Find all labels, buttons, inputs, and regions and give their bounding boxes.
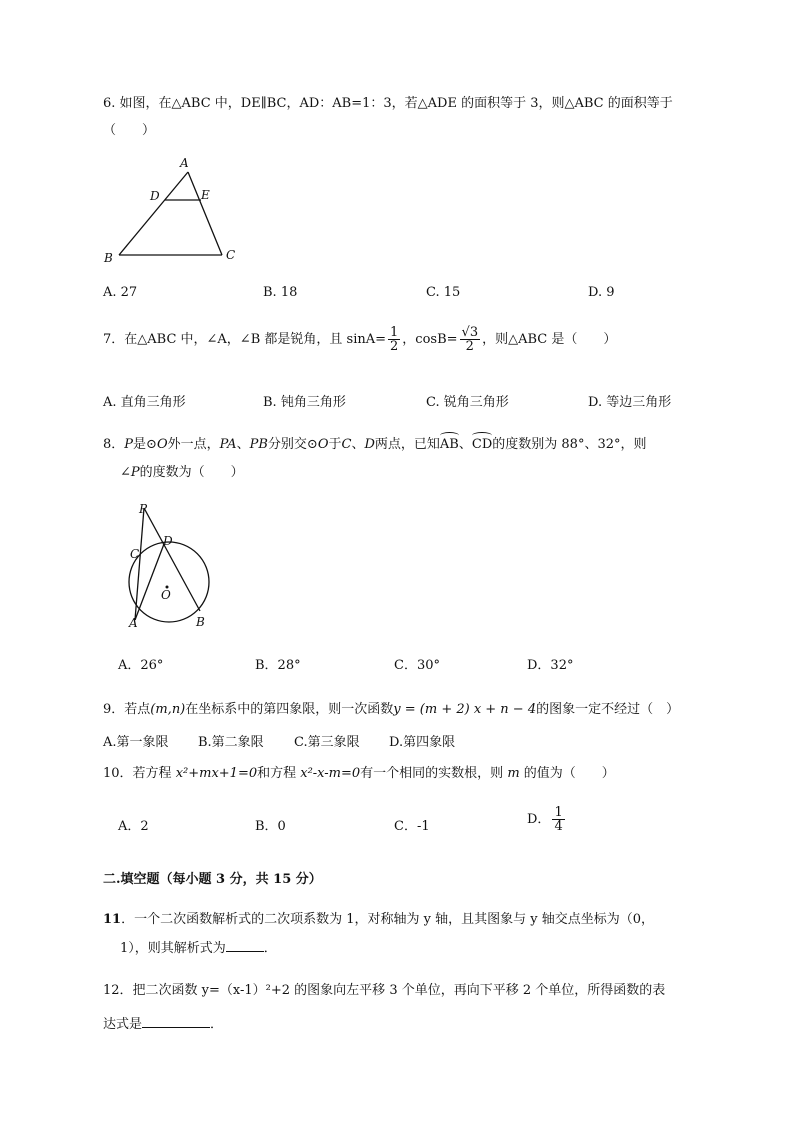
q10-option-d xyxy=(527,806,567,833)
q8-text-e: 于 xyxy=(328,437,342,452)
q6-option-c: C. 15 xyxy=(426,285,461,300)
q11-number: 11 xyxy=(103,912,122,927)
q11-text-line1 xyxy=(103,908,654,927)
q8-sep3: 、 xyxy=(458,437,472,452)
q7-cosb-numerator: √3 xyxy=(461,325,479,340)
q9-option-c: C.第三象限 xyxy=(294,735,360,750)
q10-option-d-numerator: 1 xyxy=(554,805,563,820)
q11-answer-blank[interactable] xyxy=(226,939,264,952)
q7-suffix: ，则△ABC 是（ ） xyxy=(482,332,617,347)
q6-text-line1: 6. 如图，在△ABC 中，DE∥BC，AD：AB=1：3，若△ADE 的面积等于 3，则△ABC 的面积等于 xyxy=(103,96,673,111)
q8-var-o: O xyxy=(156,437,168,452)
q10-text-b: 和方程 xyxy=(257,766,301,781)
q7-sina-fraction xyxy=(388,326,400,353)
q8-text-line2 xyxy=(120,461,244,480)
q8-var-p2: P xyxy=(130,465,140,480)
q12-text-line1: 12．把二次函数 y=（x-1）²+2 的图象向左平移 3 个单位，再向下平移 2 个单位，所得函数的表 xyxy=(103,983,666,998)
q11-line1-text: ．一个二次函数解析式的二次项系数为 1，对称轴为 y 轴，且其图象与 y 轴交点坐标为（0， xyxy=(121,912,654,927)
q10-var-m: m xyxy=(507,766,520,781)
q10-option-d-label: D． xyxy=(527,812,551,827)
q8-arc-ab: AB xyxy=(439,437,459,452)
q9-option-b: B.第二象限 xyxy=(198,735,264,750)
q7-stem xyxy=(103,326,616,353)
q10-option-b: B．0 xyxy=(255,819,286,834)
q12-text-line2 xyxy=(103,1013,223,1032)
q7-option-c: C. 锐角三角形 xyxy=(426,395,509,410)
q11-line2-text: 1），则其解析式为 xyxy=(120,941,226,956)
q8-var-d: D xyxy=(364,437,375,452)
q8-label-o: O xyxy=(161,588,171,602)
q10-equation-1: x²+mx+1=0 xyxy=(175,766,258,781)
q6-label-b: B xyxy=(104,251,113,265)
q7-sina-numerator: 1 xyxy=(390,325,399,340)
q8-label-d: D xyxy=(163,534,173,548)
q12-answer-blank[interactable] xyxy=(142,1015,210,1028)
q10-text-d: 的值为（ ） xyxy=(519,766,615,781)
q8-angle-sign: ∠ xyxy=(120,465,131,480)
q11-line2-end: ． xyxy=(263,941,277,956)
q7-prefix: 7．在△ABC 中，∠A，∠B 都是锐角，且 sinA= xyxy=(103,332,387,347)
q8-arc-cd: CD xyxy=(471,437,493,452)
q8-text-b: 是⊙ xyxy=(133,437,157,452)
q7-sina-denominator: 2 xyxy=(390,339,399,354)
q6-side-ab xyxy=(119,172,188,255)
q8-sep1: 、 xyxy=(236,437,250,452)
q8-var-c: C xyxy=(341,437,352,452)
q8-number: 8． xyxy=(103,437,125,452)
q7-option-d: D. 等边三角形 xyxy=(588,395,672,410)
q8-var-p: P xyxy=(124,437,134,452)
q6-label-c: C xyxy=(226,248,236,262)
q10-equation-2: x²-x-m=0 xyxy=(300,766,361,781)
q8-option-d: D．32° xyxy=(527,658,574,673)
q9-point: (m,n) xyxy=(150,702,186,717)
q6-label-d: D xyxy=(150,189,160,203)
q9-option-a: A.第一象限 xyxy=(103,735,169,750)
q8-label-b: B xyxy=(196,615,205,629)
q6-triangle-figure xyxy=(100,152,250,267)
q9-stem xyxy=(103,698,679,717)
q8-sep2: 、 xyxy=(351,437,365,452)
q8-option-c: C．30° xyxy=(394,658,440,673)
q8-label-c: C xyxy=(130,547,140,561)
q10-option-d-denominator: 4 xyxy=(554,819,563,834)
q8-option-b: B．28° xyxy=(255,658,301,673)
q8-text-line1 xyxy=(103,433,646,452)
q6-text-line2: （ ） xyxy=(103,123,156,138)
q9-option-d: D.第四象限 xyxy=(389,735,456,750)
q6-label-a: A xyxy=(180,156,189,170)
q8-text-c: 外一点， xyxy=(167,437,220,452)
q6-side-ac xyxy=(188,172,222,255)
q10-option-d-fraction xyxy=(552,806,564,833)
q9-text-b: 在坐标系中的第四象限，则一次函数 xyxy=(185,702,394,717)
q9-text-a: 9．若点 xyxy=(103,702,151,717)
q8-var-pa: PA xyxy=(219,437,237,452)
q8-text-f: 两点，已知 xyxy=(374,437,440,452)
q8-var-pb: PB xyxy=(249,437,268,452)
q12-line2-end: ． xyxy=(210,1017,224,1032)
q6-option-b: B. 18 xyxy=(263,285,298,300)
q7-cosb-fraction xyxy=(460,326,481,353)
q8-line-pa xyxy=(135,508,144,620)
q11-text-line2 xyxy=(120,937,277,956)
q8-option-a: A．26° xyxy=(118,658,164,673)
q8-text-line2-rest: 的度数为（ ） xyxy=(139,465,244,480)
q6-label-e: E xyxy=(201,188,210,202)
q9-text-c: 的图象一定不经过（ ） xyxy=(536,702,680,717)
q10-option-a: A．2 xyxy=(118,819,149,834)
q7-mid: ，cosB= xyxy=(402,332,458,347)
q10-text-c: 有一个相同的实数根，则 xyxy=(360,766,508,781)
q8-var-o2: O xyxy=(317,437,329,452)
q8-circle-figure xyxy=(126,498,226,633)
q12-line2-text: 达式是 xyxy=(103,1017,143,1032)
q9-function: y = (m + 2) x + n − 4 xyxy=(393,702,537,717)
q7-option-a: A. 直角三角形 xyxy=(103,395,186,410)
q6-option-d: D. 9 xyxy=(588,285,615,300)
q10-text-a: 10．若方程 xyxy=(103,766,176,781)
q8-label-a: A xyxy=(129,616,138,630)
q8-text-g: 的度数别为 88°、32°，则 xyxy=(492,437,647,452)
q10-option-c: C．-1 xyxy=(394,819,430,834)
q7-option-b: B. 钝角三角形 xyxy=(263,395,346,410)
section-fill-in-heading: 二.填空题（每小题 3 分，共 15 分） xyxy=(103,872,322,887)
q8-text-d: 分别交⊙ xyxy=(267,437,318,452)
q6-option-a: A. 27 xyxy=(103,285,138,300)
q7-cosb-denominator: 2 xyxy=(465,339,474,354)
q10-stem xyxy=(103,762,615,781)
q8-label-p: P xyxy=(139,502,148,516)
q8-line-pb xyxy=(144,508,200,611)
